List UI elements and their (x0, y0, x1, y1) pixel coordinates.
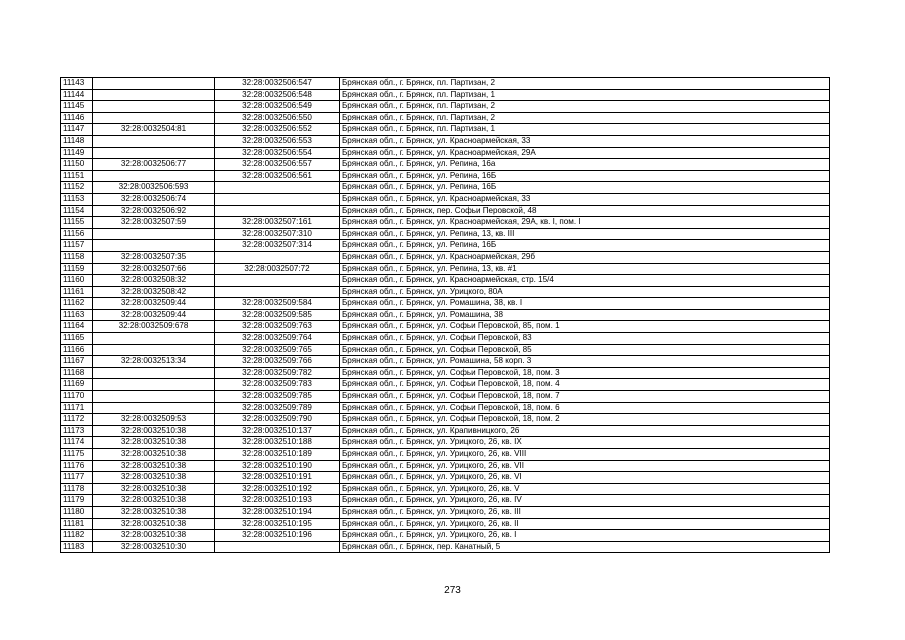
address-cell: Брянская обл., г. Брянск, ул. Репина, 16Б (340, 240, 830, 252)
address-cell: Брянская обл., г. Брянск, пер. Канатный, 5 (340, 541, 830, 553)
row-number-cell: 11158 (61, 251, 93, 263)
cadastral-parent-cell: 32:28:0032508:42 (93, 286, 215, 298)
address-cell: Брянская обл., г. Брянск, ул. Репина, 16Б (340, 182, 830, 194)
address-cell: Брянская обл., г. Брянск, ул. Репина, 16а (340, 159, 830, 171)
table-row (61, 530, 830, 542)
cadastral-parent-cell (93, 78, 215, 90)
table-row (61, 460, 830, 472)
address-cell: Брянская обл., г. Брянск, ул. Софьи Перовской, 18, пом. 4 (340, 379, 830, 391)
cadastral-number-cell: 32:28:0032510:194 (215, 506, 340, 518)
table-row (61, 298, 830, 310)
address-cell: Брянская обл., г. Брянск, ул. Софьи Перовской, 85, пом. 1 (340, 321, 830, 333)
cadastral-number-cell: 32:28:0032509:764 (215, 333, 340, 345)
row-number-cell: 11180 (61, 506, 93, 518)
address-cell: Брянская обл., г. Брянск, ул. Урицкого, 26, кв. VI (340, 472, 830, 484)
row-number-cell: 11177 (61, 472, 93, 484)
address-cell: Брянская обл., г. Брянск, ул. Репина, 13, кв. #1 (340, 263, 830, 275)
address-cell: Брянская обл., г. Брянск, ул. Красноармейская, 33 (340, 135, 830, 147)
cadastral-parent-cell: 32:28:0032510:38 (93, 506, 215, 518)
cadastral-parent-cell (93, 228, 215, 240)
table-row (61, 135, 830, 147)
address-cell: Брянская обл., г. Брянск, ул. Крапивницкого, 26 (340, 425, 830, 437)
cadastral-parent-cell: 32:28:0032506:74 (93, 193, 215, 205)
address-cell: Брянская обл., г. Брянск, ул. Софьи Перовской, 18, пом. 2 (340, 414, 830, 426)
cadastral-parent-cell: 32:28:0032513:34 (93, 356, 215, 368)
cadastral-parent-cell: 32:28:0032510:38 (93, 449, 215, 461)
cadastral-parent-cell (93, 101, 215, 113)
row-number-cell: 11154 (61, 205, 93, 217)
cadastral-parent-cell: 32:28:0032508:32 (93, 275, 215, 287)
table-row (61, 449, 830, 461)
cadastral-parent-cell (93, 240, 215, 252)
cadastral-number-cell (215, 275, 340, 287)
cadastral-number-cell: 32:28:0032509:765 (215, 344, 340, 356)
row-number-cell: 11146 (61, 112, 93, 124)
cadastral-parent-cell (93, 367, 215, 379)
cadastral-parent-cell: 32:28:0032510:30 (93, 541, 215, 553)
address-cell: Брянская обл., г. Брянск, ул. Красноармейская, стр. 15/4 (340, 275, 830, 287)
row-number-cell: 11147 (61, 124, 93, 136)
address-cell: Брянская обл., г. Брянск, пер. Софьи Перовской, 48 (340, 205, 830, 217)
table-row (61, 437, 830, 449)
address-cell: Брянская обл., г. Брянск, пл. Партизан, 2 (340, 112, 830, 124)
cadastral-number-cell: 32:28:0032506:553 (215, 135, 340, 147)
address-cell: Брянская обл., г. Брянск, ул. Репина, 13, кв. III (340, 228, 830, 240)
cadastral-number-cell: 32:28:0032510:192 (215, 483, 340, 495)
row-number-cell: 11156 (61, 228, 93, 240)
cadastral-number-cell: 32:28:0032509:783 (215, 379, 340, 391)
address-cell: Брянская обл., г. Брянск, ул. Красноармейская, 29А (340, 147, 830, 159)
cadastral-number-cell: 32:28:0032510:191 (215, 472, 340, 484)
cadastral-parent-cell (93, 333, 215, 345)
property-table (60, 77, 830, 553)
cadastral-number-cell: 32:28:0032506:557 (215, 159, 340, 171)
row-number-cell: 11178 (61, 483, 93, 495)
cadastral-parent-cell: 32:28:0032510:38 (93, 472, 215, 484)
table-row (61, 506, 830, 518)
table-row (61, 78, 830, 90)
table-row (61, 101, 830, 113)
table-row (61, 170, 830, 182)
table-row (61, 321, 830, 333)
table-row (61, 205, 830, 217)
cadastral-number-cell: 32:28:0032510:196 (215, 530, 340, 542)
cadastral-parent-cell (93, 391, 215, 403)
cadastral-number-cell: 32:28:0032507:161 (215, 217, 340, 229)
cadastral-parent-cell: 32:28:0032510:38 (93, 460, 215, 472)
cadastral-parent-cell: 32:28:0032506:593 (93, 182, 215, 194)
cadastral-parent-cell: 32:28:0032507:59 (93, 217, 215, 229)
cadastral-number-cell: 32:28:0032510:195 (215, 518, 340, 530)
cadastral-parent-cell: 32:28:0032510:38 (93, 425, 215, 437)
row-number-cell: 11165 (61, 333, 93, 345)
cadastral-number-cell (215, 251, 340, 263)
address-cell: Брянская обл., г. Брянск, ул. Репина, 16Б (340, 170, 830, 182)
row-number-cell: 11155 (61, 217, 93, 229)
table-row (61, 518, 830, 530)
row-number-cell: 11170 (61, 391, 93, 403)
row-number-cell: 11145 (61, 101, 93, 113)
row-number-cell: 11144 (61, 89, 93, 101)
row-number-cell: 11179 (61, 495, 93, 507)
table-row (61, 263, 830, 275)
address-cell: Брянская обл., г. Брянск, ул. Ромашина, 38, кв. I (340, 298, 830, 310)
row-number-cell: 11167 (61, 356, 93, 368)
address-cell: Брянская обл., г. Брянск, ул. Урицкого, 26, кв. IV (340, 495, 830, 507)
cadastral-number-cell: 32:28:0032509:585 (215, 309, 340, 321)
cadastral-parent-cell: 32:28:0032509:44 (93, 309, 215, 321)
cadastral-parent-cell (93, 402, 215, 414)
address-cell: Брянская обл., г. Брянск, ул. Урицкого, 80А (340, 286, 830, 298)
address-cell: Брянская обл., г. Брянск, пл. Партизан, 2 (340, 101, 830, 113)
cadastral-number-cell (215, 541, 340, 553)
row-number-cell: 11157 (61, 240, 93, 252)
cadastral-parent-cell: 32:28:0032509:678 (93, 321, 215, 333)
address-cell: Брянская обл., г. Брянск, ул. Софьи Перовской, 18, пом. 6 (340, 402, 830, 414)
table-row (61, 159, 830, 171)
table-row (61, 495, 830, 507)
row-number-cell: 11149 (61, 147, 93, 159)
row-number-cell: 11148 (61, 135, 93, 147)
row-number-cell: 11150 (61, 159, 93, 171)
table-row (61, 402, 830, 414)
cadastral-parent-cell (93, 135, 215, 147)
cadastral-number-cell: 32:28:0032509:782 (215, 367, 340, 379)
cadastral-number-cell: 32:28:0032506:548 (215, 89, 340, 101)
address-cell: Брянская обл., г. Брянск, ул. Софьи Перовской, 18, пом. 3 (340, 367, 830, 379)
cadastral-number-cell (215, 205, 340, 217)
table-row (61, 124, 830, 136)
cadastral-parent-cell: 32:28:0032510:38 (93, 530, 215, 542)
table-row (61, 472, 830, 484)
cadastral-parent-cell: 32:28:0032510:38 (93, 495, 215, 507)
cadastral-number-cell: 32:28:0032506:550 (215, 112, 340, 124)
cadastral-number-cell: 32:28:0032510:189 (215, 449, 340, 461)
row-number-cell: 11173 (61, 425, 93, 437)
table-row (61, 367, 830, 379)
cadastral-number-cell: 32:28:0032507:72 (215, 263, 340, 275)
row-number-cell: 11161 (61, 286, 93, 298)
cadastral-parent-cell: 32:28:0032504:81 (93, 124, 215, 136)
cadastral-number-cell: 32:28:0032506:554 (215, 147, 340, 159)
table-body (61, 78, 830, 553)
page-number: 273 (444, 585, 461, 596)
address-cell: Брянская обл., г. Брянск, пл. Партизан, 2 (340, 78, 830, 90)
address-cell: Брянская обл., г. Брянск, ул. Урицкого, 26, кв. VIII (340, 449, 830, 461)
cadastral-parent-cell: 32:28:0032509:44 (93, 298, 215, 310)
cadastral-number-cell: 32:28:0032509:584 (215, 298, 340, 310)
cadastral-parent-cell: 32:28:0032507:35 (93, 251, 215, 263)
table-row (61, 286, 830, 298)
address-cell: Брянская обл., г. Брянск, ул. Красноармейская, 29б (340, 251, 830, 263)
table-row (61, 356, 830, 368)
table-row (61, 228, 830, 240)
table-row (61, 414, 830, 426)
cadastral-parent-cell (93, 344, 215, 356)
cadastral-parent-cell (93, 379, 215, 391)
row-number-cell: 11169 (61, 379, 93, 391)
row-number-cell: 11175 (61, 449, 93, 461)
cadastral-parent-cell (93, 147, 215, 159)
row-number-cell: 11159 (61, 263, 93, 275)
cadastral-number-cell: 32:28:0032510:137 (215, 425, 340, 437)
row-number-cell: 11143 (61, 78, 93, 90)
cadastral-number-cell (215, 182, 340, 194)
cadastral-number-cell: 32:28:0032509:789 (215, 402, 340, 414)
address-cell: Брянская обл., г. Брянск, пл. Партизан, 1 (340, 124, 830, 136)
table-row (61, 182, 830, 194)
table-row (61, 112, 830, 124)
address-cell: Брянская обл., г. Брянск, ул. Красноармейская, 29А, кв. I, пом. I (340, 217, 830, 229)
cadastral-parent-cell: 32:28:0032507:66 (93, 263, 215, 275)
address-cell: Брянская обл., г. Брянск, ул. Софьи Перовской, 83 (340, 333, 830, 345)
row-number-cell: 11162 (61, 298, 93, 310)
table-row (61, 240, 830, 252)
table-row (61, 379, 830, 391)
cadastral-number-cell: 32:28:0032510:188 (215, 437, 340, 449)
row-number-cell: 11174 (61, 437, 93, 449)
row-number-cell: 11168 (61, 367, 93, 379)
cadastral-parent-cell: 32:28:0032506:92 (93, 205, 215, 217)
table-row (61, 541, 830, 553)
table-row (61, 217, 830, 229)
row-number-cell: 11182 (61, 530, 93, 542)
address-cell: Брянская обл., г. Брянск, ул. Софьи Перовской, 18, пом. 7 (340, 391, 830, 403)
cadastral-parent-cell: 32:28:0032506:77 (93, 159, 215, 171)
address-cell: Брянская обл., г. Брянск, ул. Урицкого, 26, кв. IX (340, 437, 830, 449)
table-row (61, 309, 830, 321)
row-number-cell: 11152 (61, 182, 93, 194)
cadastral-number-cell (215, 193, 340, 205)
table-row (61, 483, 830, 495)
table-row (61, 251, 830, 263)
cadastral-number-cell: 32:28:0032510:193 (215, 495, 340, 507)
address-cell: Брянская обл., г. Брянск, ул. Софьи Перовской, 85 (340, 344, 830, 356)
address-cell: Брянская обл., г. Брянск, ул. Ромашина, 58 корп. 3 (340, 356, 830, 368)
address-cell: Брянская обл., г. Брянск, ул. Урицкого, 26, кв. I (340, 530, 830, 542)
cadastral-number-cell: 32:28:0032506:547 (215, 78, 340, 90)
cadastral-parent-cell (93, 112, 215, 124)
address-cell: Брянская обл., г. Брянск, ул. Ромашина, 38 (340, 309, 830, 321)
row-number-cell: 11160 (61, 275, 93, 287)
cadastral-number-cell: 32:28:0032509:763 (215, 321, 340, 333)
address-cell: Брянская обл., г. Брянск, ул. Урицкого, 26, кв. III (340, 506, 830, 518)
row-number-cell: 11153 (61, 193, 93, 205)
cadastral-number-cell: 32:28:0032506:549 (215, 101, 340, 113)
row-number-cell: 11151 (61, 170, 93, 182)
table-row (61, 391, 830, 403)
row-number-cell: 11171 (61, 402, 93, 414)
cadastral-number-cell (215, 286, 340, 298)
cadastral-number-cell: 32:28:0032509:785 (215, 391, 340, 403)
table-row (61, 275, 830, 287)
table-row (61, 425, 830, 437)
row-number-cell: 11172 (61, 414, 93, 426)
cadastral-parent-cell: 32:28:0032510:38 (93, 437, 215, 449)
cadastral-parent-cell (93, 89, 215, 101)
row-number-cell: 11176 (61, 460, 93, 472)
cadastral-number-cell: 32:28:0032506:561 (215, 170, 340, 182)
address-cell: Брянская обл., г. Брянск, ул. Урицкого, 26, кв. V (340, 483, 830, 495)
table-row (61, 333, 830, 345)
table-row (61, 147, 830, 159)
cadastral-parent-cell: 32:28:0032509:53 (93, 414, 215, 426)
cadastral-number-cell: 32:28:0032510:190 (215, 460, 340, 472)
cadastral-parent-cell: 32:28:0032510:38 (93, 518, 215, 530)
address-cell: Брянская обл., г. Брянск, ул. Урицкого, 26, кв. VII (340, 460, 830, 472)
cadastral-number-cell: 32:28:0032506:552 (215, 124, 340, 136)
row-number-cell: 11166 (61, 344, 93, 356)
address-cell: Брянская обл., г. Брянск, ул. Красноармейская, 33 (340, 193, 830, 205)
row-number-cell: 11163 (61, 309, 93, 321)
cadastral-number-cell: 32:28:0032509:790 (215, 414, 340, 426)
table-row (61, 89, 830, 101)
row-number-cell: 11181 (61, 518, 93, 530)
cadastral-number-cell: 32:28:0032507:310 (215, 228, 340, 240)
row-number-cell: 11183 (61, 541, 93, 553)
cadastral-parent-cell (93, 170, 215, 182)
address-cell: Брянская обл., г. Брянск, пл. Партизан, 1 (340, 89, 830, 101)
table-row (61, 344, 830, 356)
address-cell: Брянская обл., г. Брянск, ул. Урицкого, 26, кв. II (340, 518, 830, 530)
table-row (61, 193, 830, 205)
cadastral-parent-cell: 32:28:0032510:38 (93, 483, 215, 495)
row-number-cell: 11164 (61, 321, 93, 333)
cadastral-number-cell: 32:28:0032509:766 (215, 356, 340, 368)
cadastral-number-cell: 32:28:0032507:314 (215, 240, 340, 252)
